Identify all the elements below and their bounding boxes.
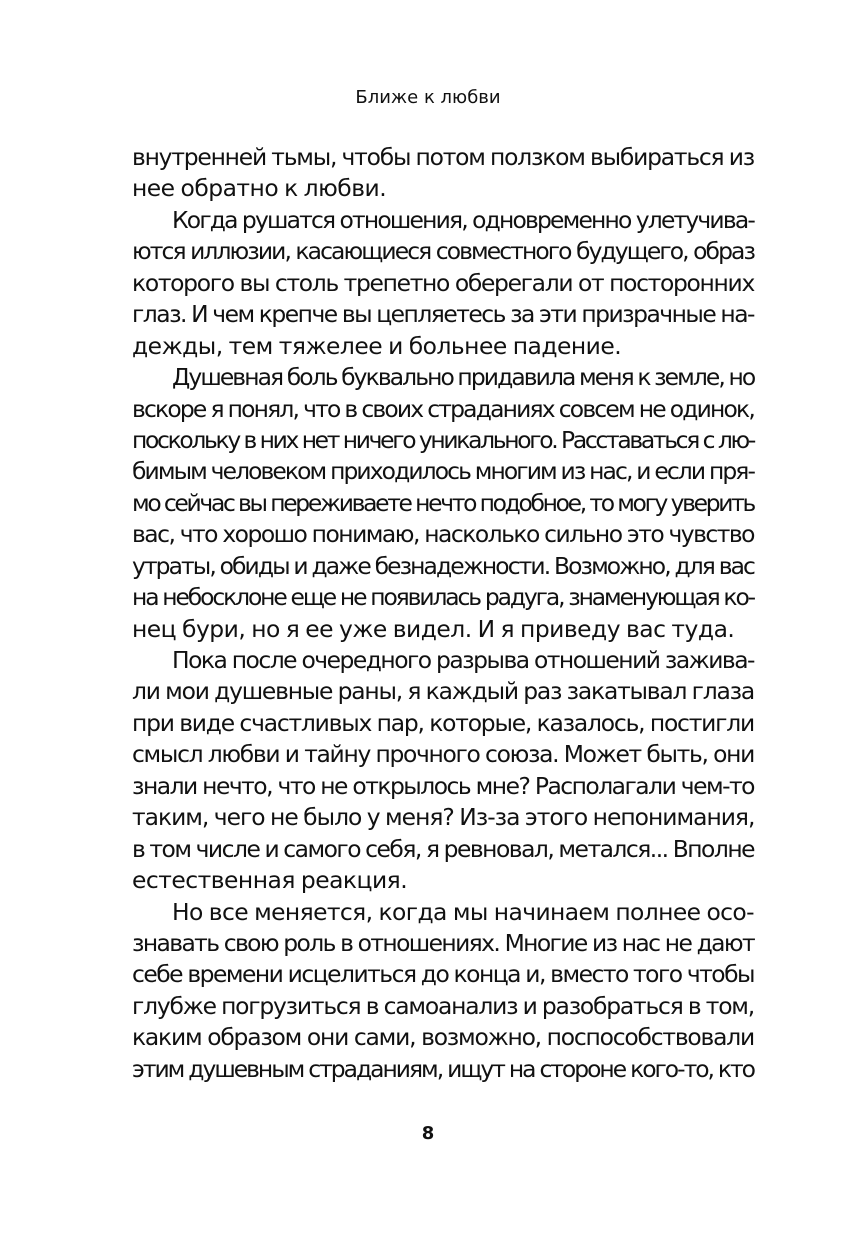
text-line: на небосклоне еще не появилась радуга, знаменующая ко- [132, 583, 754, 612]
text-line: вас, что хорошо понимаю, насколько сильно это чувство [132, 520, 754, 549]
text-line: поскольку в них нет ничего уникального. Расставаться с лю- [132, 425, 754, 454]
text-line: в том числе и самого себя, я ревновал, метался... Вполне [132, 834, 754, 863]
running-header: Ближе к любви [355, 87, 501, 108]
page-number: 8 [421, 1123, 435, 1144]
text-line: Душевная боль буквально придавила меня к земле, но [172, 363, 755, 392]
text-line: дежды, тем тяжелее и больнее падение. [132, 331, 622, 360]
text-line: при виде счастливых пар, которые, казалось, постигли [132, 708, 754, 737]
text-line: глаз. И чем крепче вы цепляетесь за эти призрачные на- [132, 300, 754, 329]
text-line: ли мои душевные раны, я каждый раз закатывал глаза [132, 677, 754, 706]
text-line: смысл любви и тайну прочного союза. Может быть, они [132, 740, 754, 769]
text-line: глубже погрузиться в самоанализ и разобраться в том, [132, 991, 754, 1020]
text-line: Когда рушатся отношения, одновременно улетучива- [172, 205, 754, 234]
text-line: Пока после очередного разрыва отношений зажива- [172, 646, 754, 674]
text-line: которого вы столь трепетно оберегали от посторонних [132, 268, 754, 297]
text-line: Но все меняется, когда мы начинаем полнее осо- [172, 897, 754, 926]
text-line: мо сейчас вы переживаете нечто подобное, то могу уверить [132, 488, 754, 517]
text-line: бимым человеком приходилось многим из нас, и если пря- [132, 457, 754, 486]
text-line: вскоре я понял, что в своих страданиях совсем не одинок, [132, 394, 754, 423]
text-line: нец бури, но я ее уже видел. И я приведу вас туда. [132, 614, 735, 643]
text-line: каким образом они сами, возможно, поспособствовали [132, 1023, 754, 1052]
text-line: ются иллюзии, касающиеся совместного будущего, образ [132, 237, 754, 266]
text-line: знали нечто, что не открылось мне? Располагали чем-то [132, 771, 754, 800]
text-line: знавать свою роль в отношениях. Многие из нас не дают [132, 928, 754, 957]
text-line: этим душевным страданиям, ищут на стороне кого-то, кто [132, 1054, 754, 1083]
text-line: таким, чего не было у меня? Из-за этого непонимания, [132, 803, 755, 832]
text-line: внутренней тьмы, чтобы потом ползком выбираться из [132, 143, 754, 171]
text-line: естественная реакция. [132, 866, 408, 895]
body-text [132, 142, 754, 1085]
text-line: себе времени исцелиться до конца и, вместо того чтобы [132, 960, 754, 989]
text-line: нее обратно к любви. [132, 174, 387, 203]
text-line: утраты, обиды и даже безнадежности. Возможно, для вас [132, 551, 754, 580]
